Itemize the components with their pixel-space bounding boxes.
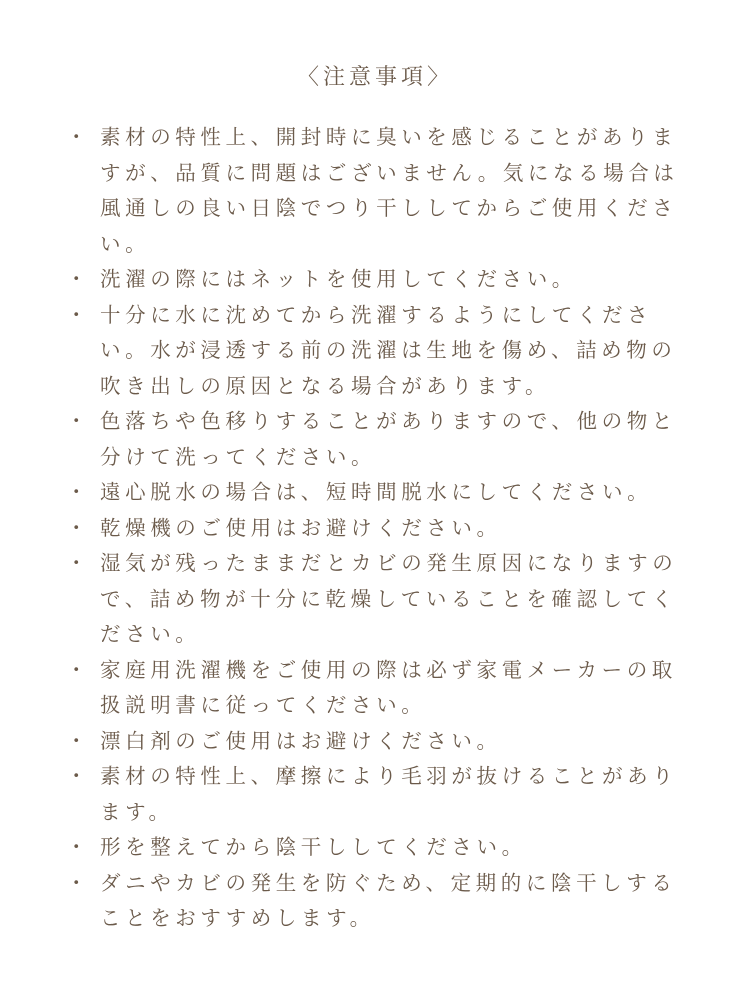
bullet-icon: ・	[66, 480, 87, 504]
bullet-icon: ・	[66, 657, 87, 682]
note-text: 素材の特性上、開封時に臭いを感じることがありますが、品質に問題はございません。気になる場合は風通しの良い日陰でつり干ししてからご使用ください。	[100, 125, 679, 256]
note-text: 湿気が残ったままだとカビの発生原因になりますので、詰め物が十分に乾燥していることを確認してください。	[100, 551, 678, 646]
note-text: ダニやカビの発生を防ぐため、定期的に陰干しすることをおすすめします。	[100, 870, 677, 930]
bullet-icon: ・	[66, 515, 87, 540]
bullet-icon: ・	[66, 551, 87, 575]
list-item	[66, 262, 686, 298]
list-item	[66, 759, 686, 830]
note-text: 色落ちや色移りすることがありますので、他の物と分けて洗ってください。	[100, 409, 677, 469]
list-item	[66, 653, 686, 724]
bullet-icon: ・	[66, 728, 87, 753]
bullet-icon: ・	[66, 267, 87, 291]
note-text: 素材の特性上、摩擦により毛羽が抜けることがあります。	[100, 764, 678, 824]
list-item	[66, 404, 686, 475]
list-item	[66, 546, 686, 653]
note-text: 十分に水に沈めてから洗濯するようにしてください。水が浸透する前の洗濯は生地を傷め、詰め物の吹き出しの原因となる場合があります。	[100, 302, 677, 398]
bullet-icon: ・	[66, 764, 87, 788]
bullet-icon: ・	[66, 409, 87, 433]
note-text: 漂白剤のご使用はお避けください。	[100, 728, 502, 753]
list-item	[66, 475, 686, 511]
care-notes-list	[66, 120, 686, 937]
note-text: 乾燥機のご使用はお避けください。	[100, 515, 502, 540]
list-item	[66, 724, 686, 760]
page-title: 〈注意事項〉	[296, 65, 453, 90]
bullet-icon: ・	[66, 870, 87, 895]
note-text: 形を整えてから陰干ししてください。	[100, 835, 527, 859]
list-item	[66, 120, 686, 262]
bullet-icon: ・	[66, 125, 87, 149]
note-text: 家庭用洗濯機をご使用の際は必ず家電メーカーの取扱説明書に従ってください。	[100, 657, 677, 717]
list-item	[66, 511, 686, 547]
list-item	[66, 830, 686, 866]
list-item	[66, 298, 686, 405]
note-text: 洗濯の際にはネットを使用してください。	[100, 267, 577, 291]
list-item	[66, 866, 686, 937]
note-text: 遠心脱水の場合は、短時間脱水にしてください。	[100, 480, 653, 504]
bullet-icon: ・	[66, 835, 87, 859]
bullet-icon: ・	[66, 302, 87, 327]
